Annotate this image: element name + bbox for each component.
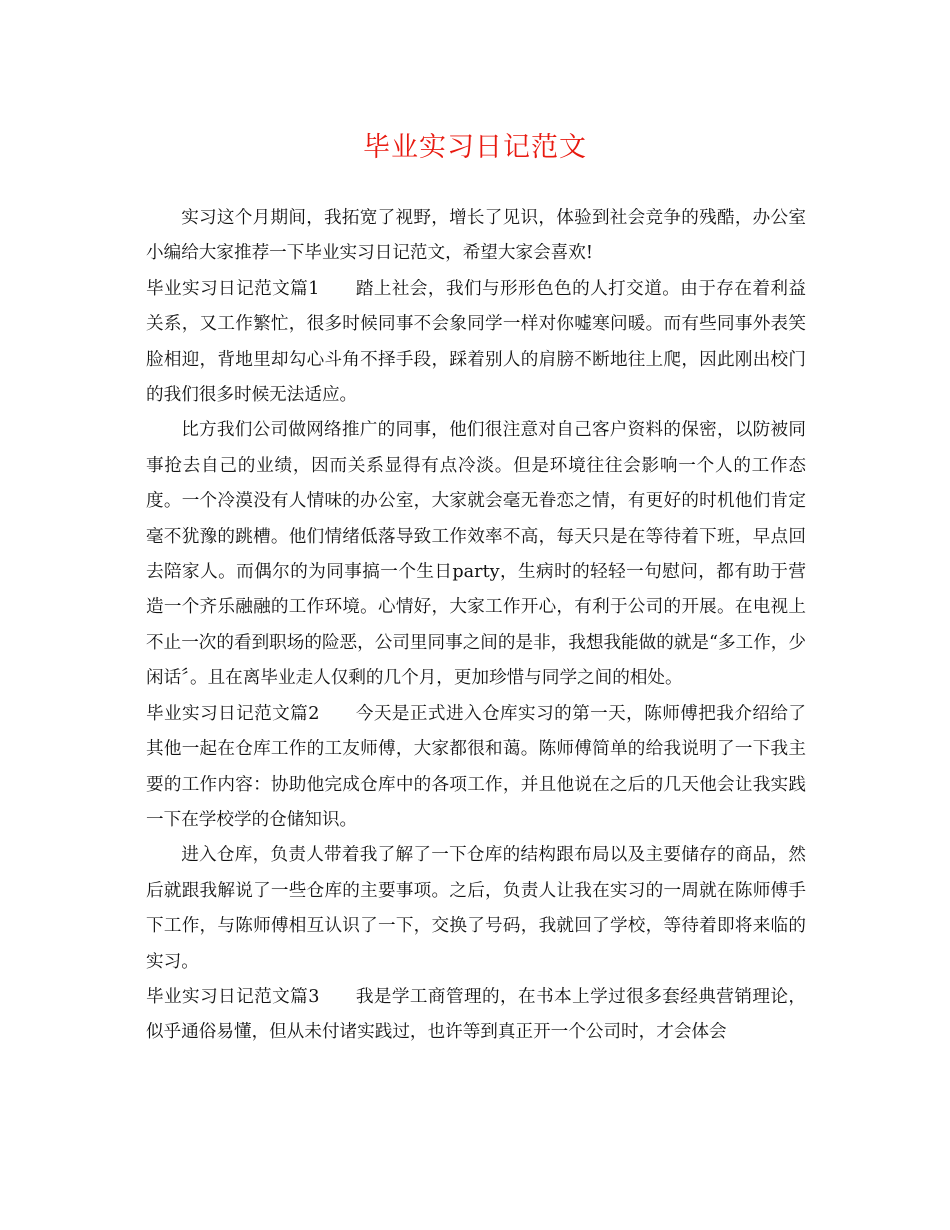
document-title: 毕业实习日记范文 [363, 132, 587, 163]
entry-3-text: 我是学工商管理的，在书本上学过很多套经典营销理论，似乎通俗易懂，但从未付诸实践过，也许等到真正开一个公司时，才会体会 [146, 986, 806, 1043]
entry-3-heading: 毕业实习日记范文篇3 [146, 986, 320, 1007]
entry-3-first-paragraph [146, 980, 806, 1051]
entry-2-second-paragraph: 进入仓库，负责人带着我了解了一下仓库的结构跟布局以及主要储存的商品，然后就跟我解说了一些仓库的主要事项。之后，负责人让我在实习的一周就在陈师傅手下工作，与陈师傅相互认识了一下，交换了号码，我就回了学校，等待着即将来临的实习。 [146, 845, 806, 972]
entry-1-first-paragraph [146, 272, 806, 414]
intro-paragraph: 实习这个月期间，我拓宽了视野，增长了见识，体验到社会竞争的残酷，办公室小编给大家推荐一下毕业实习日记范文，希望大家会喜欢! [146, 208, 806, 264]
entry-1-heading: 毕业实习日记范文篇1 [146, 278, 320, 299]
document-body [146, 201, 806, 1051]
entry-1-text: 踏上社会，我们与形形色色的人打交道。由于存在着利益关系，又工作繁忙，很多时候同事不会象同学一样对你嘘寒问暖。而有些同事外表笑脸相迎，背地里却勾心斗角不择手段，踩着别人的肩膀不断地往上爬，因此刚出校门的我们很多时候无法适应。 [146, 278, 806, 406]
entry-2-first-paragraph [146, 697, 806, 839]
entry-2-text: 今天是正式进入仓库实习的第一天，陈师傅把我介绍给了其他一起在仓库工作的工友师傅，大家都很和蔼。陈师傅简单的给我说明了一下我主要的工作内容：协助他完成仓库中的各项工作，并且他说在之后的几天他会让我实践一下在学校学的仓储知识。 [146, 703, 806, 830]
entry-2-heading: 毕业实习日记范文篇2 [146, 703, 320, 724]
entry-1-second-paragraph: 比方我们公司做网络推广的同事，他们很注意对自己客户资料的保密，以防被同事抢去自己的业绩，因而关系显得有点冷淡。但是环境往往会影响一个人的工作态度。一个冷漠没有人情味的办公室，大家就会毫无眷恋之情，有更好的时机他们肯定毫不犹豫的跳槽。他们情绪低落导致工作效率不高，每天只是在等待着下班，早点回去陪家人。而偶尔的为同事搞一个生日party，生病时的轻轻一句慰问，都有助于营造一个齐乐融融的工作环境。心情好，大家工作开心，有利于公司的开展。在电视上不止一次的看到职场的险恶，公司里同事之间的是非，我想我能做的就是“多工作，少闲话〞。且在离毕业走人仅剩的几个月，更加珍惜与同学之间的相处。 [146, 420, 806, 689]
